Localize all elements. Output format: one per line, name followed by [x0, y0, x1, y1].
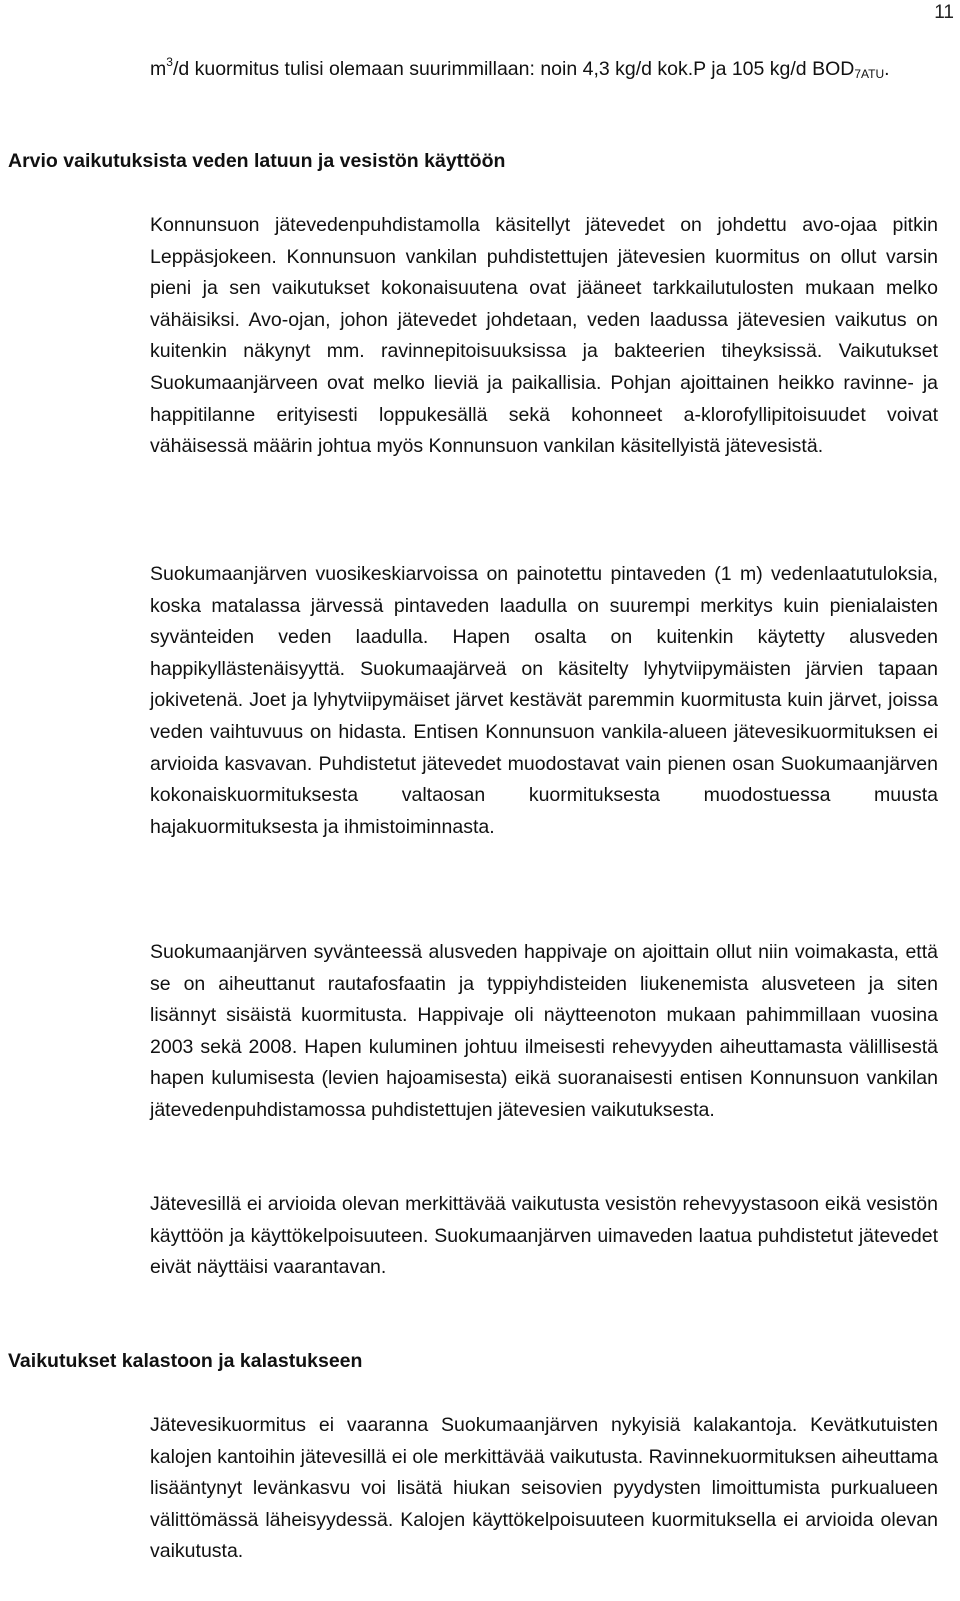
intro-unit-exponent: 3 — [166, 55, 173, 69]
intro-unit: m — [150, 58, 167, 80]
water-impact-paragraph-3: Suokumaanjärven syvänteessä alusveden happivaje on ajoittain ollut niin voimakasta, että se on aiheuttanut rautafosfaatin ja typpiyhdisteiden liukenemista alusveteen ja siten lisännyt sisäistä kuormitusta. Happivaje oli näytteenoton mukaan pahimmillaan vuosina 2003 sekä 2008. Hapen kuluminen johtuu ilmeisesti rehevyyden aiheuttamasta välillisestä hapen kulumisesta (levien hajoamisesta) eikä suoranaisesti entisen Konnunsuon vankilan jätevedenpuhdistamossa puhdistettujen jätevesien vaikutuksesta. — [150, 941, 938, 1121]
section-heading-fish-impact: Vaikutukset kalastoon ja kalastukseen — [8, 1350, 363, 1372]
intro-paragraph — [150, 54, 938, 86]
section-heading-water-impact: Arvio vaikutuksista veden latuun ja vesistön käyttöön — [8, 150, 506, 172]
intro-subscript: 7ATU — [854, 67, 885, 81]
water-impact-paragraph-1: Konnunsuon jätevedenpuhdistamolla käsitellyt jätevedet on johdettu avo-ojaa pitkin Leppäsjokeen. Konnunsuon vankilan puhdistettujen jätevesien kuormitus on ollut varsin pieni ja sen vaikutukset kokonaisuutena ovat jääneet tarkkailutulosten mukaan melko vähäisiksi. Avo-ojan, johon jätevedet johdetaan, veden laadussa jätevesien vaikutus on kuitenkin näkynyt mm. ravinnepitoisuuksissa ja bakteerien tiheyksissä. Vaikutukset Suokumaanjärveen ovat melko lieviä ja paikallisia. Pohjan ajoittainen heikko ravinne- ja happitilanne erityisesti loppukesällä sekä kohonneet a-klorofyllipitoisuudet voivat vähäisessä määrin johtua myös Konnunsuon vankilan käsitellyistä jätevesistä. — [150, 214, 938, 458]
water-impact-paragraph-2: Suokumaanjärven vuosikeskiarvoissa on painotettu pintaveden (1 m) vedenlaatutuloksia, koska matalassa järvessä pintaveden laadulla on suurempi merkitys kuin pienialaisten syvänteiden veden laadulla. Hapen osalta on kuitenkin käytetty alusveden happikyllästenäisyyttä. Suokumaajärveä on käsitelty lyhytviipymäisten järvien tapaan jokivetenä. Joet ja lyhytviipymäiset järvet kestävät paremmin kuormitusta kuin järvet, joissa veden vaihtuvuus on hidasta. Entisen Konnunsuon vankila-alueen jätevesikuormituksen ei arvioida kasvavan. Puhdistetut jätevedet muodostavat vain pienen osan Suokumaanjärven kokonaiskuormituksesta valtaosan kuormituksesta muodostuessa muusta hajakuormituksesta ja ihmistoiminnasta. — [150, 563, 938, 838]
page-number: 11 — [934, 2, 954, 23]
intro-text: /d kuormitus tulisi olemaan suurimmillaan: noin 4,3 kg/d kok.P ja 105 kg/d BOD — [172, 58, 855, 80]
fish-impact-paragraph-1: Jätevesikuormitus ei vaaranna Suokumaanjärven nykyisiä kalakantoja. Kevätkutuisten kalojen kantoihin jätevesillä ei ole merkittävää vaikutusta. Ravinnekuormituksen aiheuttama lisääntynyt levänkasvu voi lisätä hiukan seisovien pyydysten limoittumista purkualueen välittömässä läheisyydessä. Kalojen käyttökelpoisuuteen kuormituksella ei arvioida olevan vaikutusta. — [150, 1414, 939, 1563]
intro-text-end: . — [884, 58, 890, 80]
water-impact-paragraph-4: Jätevesillä ei arvioida olevan merkittävää vaikutusta vesistön rehevyystasoon eikä vesistön käyttöön ja käyttökelpoisuuteen. Suokumaanjärven uimaveden laatua puhdistetut jätevedet eivät näyttäisi vaarantavan. — [150, 1193, 938, 1279]
